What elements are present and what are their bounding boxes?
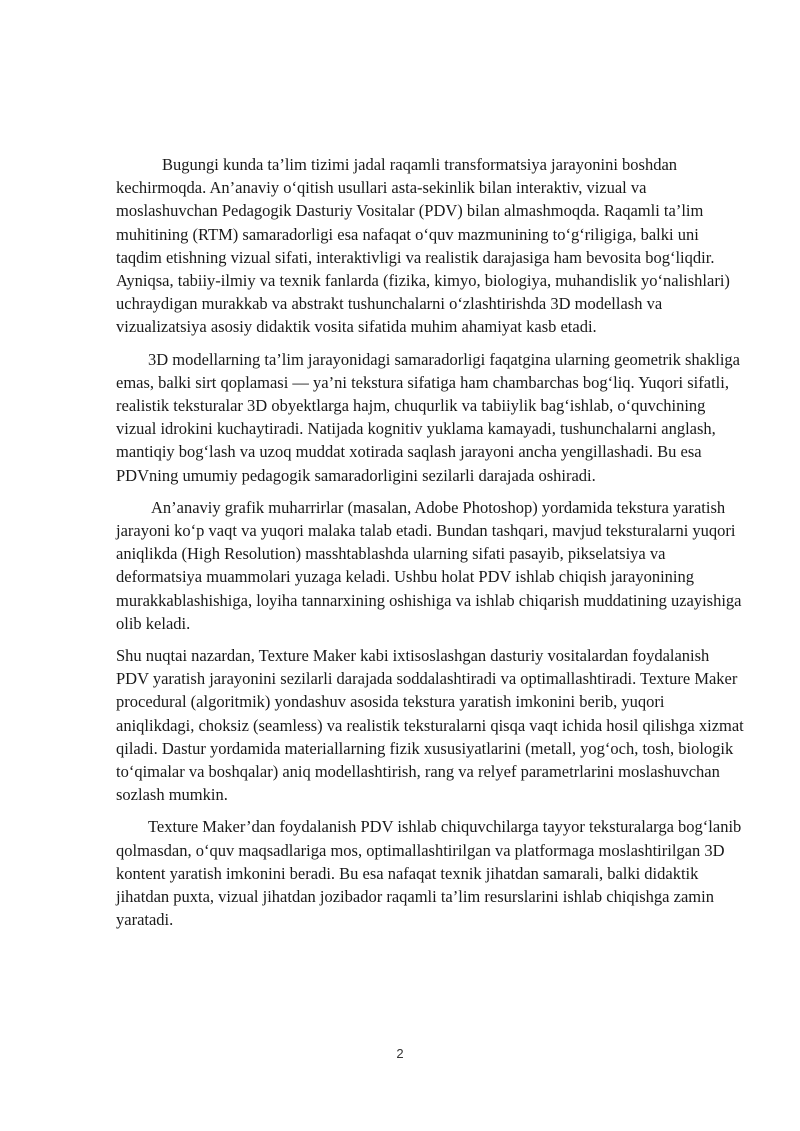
page-number: 2 [396, 1046, 404, 1061]
paragraph-3d-models: 3D modellarning ta’lim jarayonidagi samaradorligi faqatgina ularning geometrik shakliga emas, balki sirt qoplamasi — ya’ni tekstura sifatiga ham chambarchas bog‘liq. Yuqori sifatli, realistik teksturalar 3D obyektlarga hajm, chuqurlik va tabiiylik bag‘ishlab, o‘quvchining vizual idrokini kuchaytiradi. Natijada kognitiv yuklama kamayadi, tushunchalarni anglash, mantiqiy bog‘lash va uzoq muddat xotirada saqlash jarayoni ancha yengillashadi. Bu esa PDVning umumiy pedagogik samaradorligini sezilarli darajada oshiradi. [116, 349, 740, 485]
paragraph-traditional-editors: An’anaviy grafik muharrirlar (masalan, Adobe Photoshop) yordamida tekstura yaratish jarayoni ko‘p vaqt va yuqori malaka talab etadi. Bundan tashqari, mavjud teksturalarni yuqori aniqlikda (High Resolution) masshtablashda ularning sifati pasayib, pikselatsiya va deformatsiya muammolari yuzaga keladi. Ushbu holat PDV ishlab chiqish jarayonining murakkablashishiga, loyiha tannarxining oshishiga va ishlab chiqarish muddatining uzayishiga olib keladi. [116, 497, 742, 633]
document-body [116, 153, 744, 932]
paragraph-intro: Bugungi kunda ta’lim tizimi jadal raqamli transformatsiya jarayonini boshdan kechirmoqda. An’anaviy o‘qitish usullari asta-sekinlik bilan interaktiv, vizual va moslashuvchan Pedagogik Dasturiy Vositalar (PDV) bilan almashmoqda. Raqamli ta’lim muhitining (RTM) samaradorligi esa nafaqat o‘quv mazmunining to‘g‘riligiga, balki uni taqdim etishning vizual sifati, interaktivligi va realistik darajasiga ham bevosita bog‘liqdir. Ayniqsa, tabiiy-ilmiy va texnik fanlarda (fizika, kimyo, biologiya, muhandislik yo‘nalishlari) uchraydigan murakkab va abstrakt tushunchalarni o‘zlashtirishda 3D modellash va vizualizatsiya asosiy didaktik vosita sifatida muhim ahamiyat kasb etadi. [116, 155, 730, 337]
paragraph-conclusion: Texture Maker’dan foydalanish PDV ishlab chiquvchilarga tayyor teksturalarga bog‘lanib qolmasdan, o‘quv maqsadlariga mos, optimallashtirilgan va platformaga moslashtirilgan 3D kontent yaratish imkonini beradi. Bu esa nafaqat texnik jihatdan samarali, balki didaktik jihatdan puxta, vizual jihatdan jozibador raqamli ta’lim resurslarini ishlab chiqishga zamin yaratadi. [116, 817, 742, 930]
paragraph-texture-maker: Shu nuqtai nazardan, Texture Maker kabi ixtisoslashgan dasturiy vositalardan foydalanish PDV yaratish jarayonini sezilarli darajada soddalashtiradi va optimallashtiradi. Texture Maker procedural (algoritmik) yondashuv asosida tekstura yaratish imkonini berib, yuqori aniqlikdagi, choksiz (seamless) va realistik teksturalarni qisqa vaqt ichida hosil qilishga xizmat qiladi. Dastur yordamida materiallarning fizik xususiyatlarini (metall, yog‘och, tosh, biologik to‘qimalar va boshqalar) aniq modellashtirish, rang va relyef parametrlarini moslashuvchan sozlash mumkin. [116, 646, 744, 805]
